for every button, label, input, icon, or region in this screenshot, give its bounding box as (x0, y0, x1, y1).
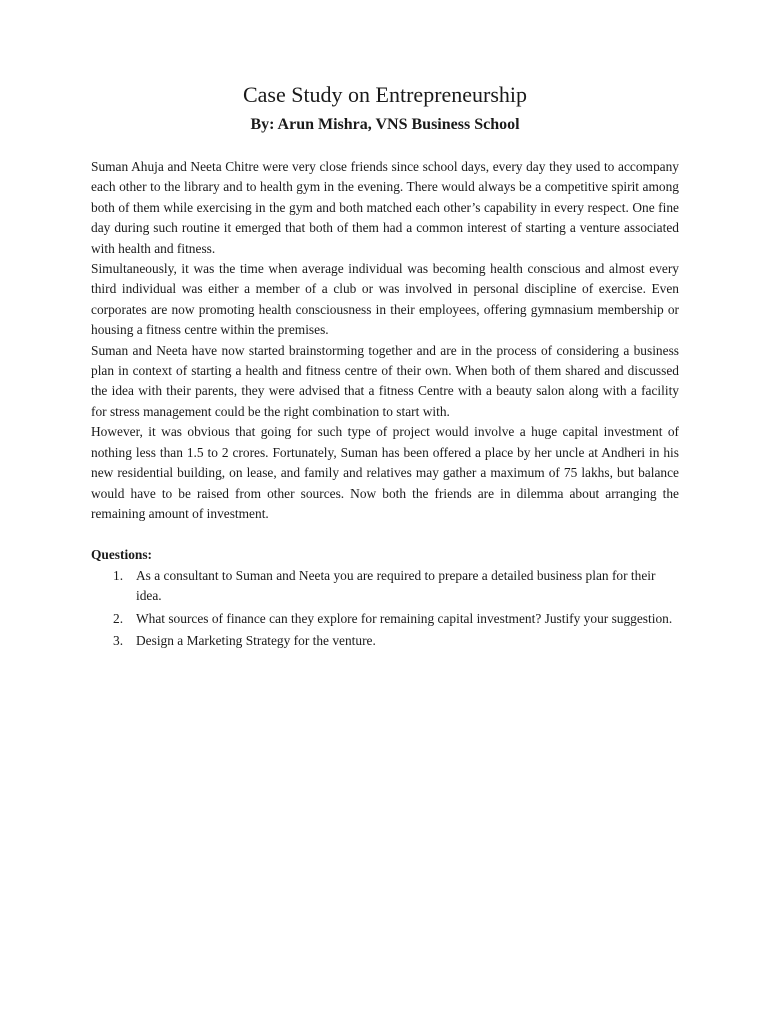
question-text: As a consultant to Suman and Neeta you are required to prepare a detailed business plan for their idea. (136, 567, 656, 604)
paragraph: Suman Ahuja and Neeta Chitre were very close friends since school days, every day they used to accompany each other to the library and to health gym in the evening. There would always be a competitive spirit among both of them while exercising in the gym and both matched each other’s capability in every respect. One fine day during such routine it emerged that both of them had a common interest of starting a venture associated with health and fitness. (91, 159, 679, 256)
question-item (91, 609, 681, 629)
paragraph: However, it was obvious that going for such type of project would involve a huge capital investment of nothing less than 1.5 to 2 crores. Fortunately, Suman has been offered a place by her uncle at Andheri in his new residential building, on lease, and family and relatives may gather a maximum of 75 lakhs, but balance would have to be raised from other sources. Now both the friends are in dilemma about arranging the remaining amount of investment. (91, 424, 679, 521)
question-number: 3. (113, 632, 124, 648)
document-page (91, 80, 679, 653)
paragraph: Simultaneously, it was the time when average individual was becoming health conscious and almost every third individual was either a member of a club or was involved in personal discipline of exercise. Even corporates are now promoting health consciousness in their employees, offering gymnasium membership or housing a fitness centre within the premises. (91, 261, 679, 338)
question-text: What sources of finance can they explore for remaining capital investment? Justify your suggestion. (136, 610, 673, 626)
question-item (91, 566, 681, 607)
paragraph: Suman and Neeta have now started brainstorming together and are in the process of considering a business plan in context of starting a health and fitness centre of their own. When both of them shared and discussed the idea with their parents, they were advised that a fitness Centre with a beauty salon along with a facility for stress management could be the right combination to start with. (91, 342, 679, 419)
questions-section (91, 545, 679, 651)
question-text: Design a Marketing Strategy for the venture. (136, 632, 376, 648)
questions-list (91, 566, 679, 652)
case-study-body (91, 157, 679, 524)
question-number: 2. (113, 610, 124, 626)
document-author-line: By: Arun Mishra, VNS Business School (250, 116, 520, 133)
question-number: 1. (113, 567, 124, 583)
question-item (91, 631, 681, 651)
questions-heading: Questions: (91, 547, 153, 563)
document-title: Case Study on Entrepreneurship (242, 82, 528, 107)
